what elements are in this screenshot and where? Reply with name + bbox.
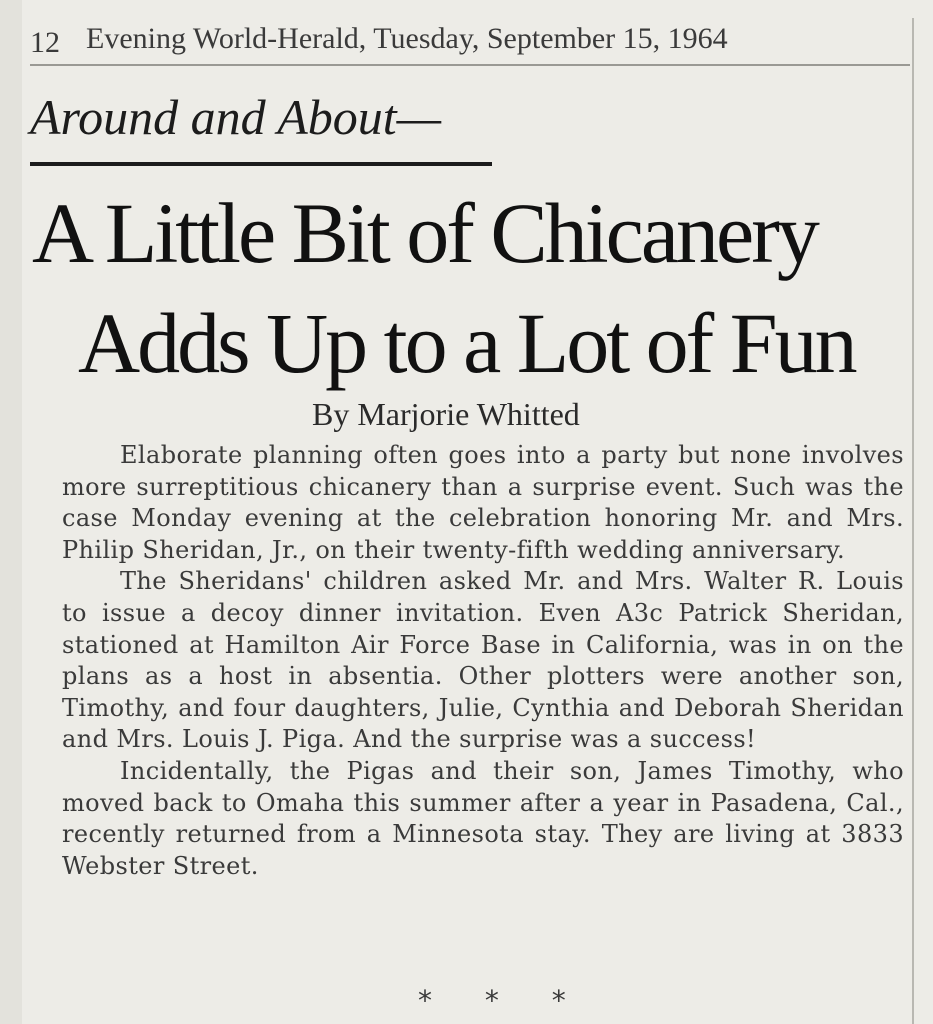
headline-line-2: Adds Up to a Lot of Fun [78,295,855,391]
kicker-underline [30,162,492,166]
headline-line-1: A Little Bit of Chicanery [32,185,817,281]
paragraph: The Sheridans' children asked Mr. and Mrs. Walter R. Louis to issue a decoy dinner invitation. Even A3c Patrick Sheridan, stationed at Hamilton Air Force Base in California, was in on the plans as a host in absentia. Other plotters were another son, Timothy, and four daughters, Julie, Cynthia and Deborah Sheridan and Mrs. Louis J. Piga. And the surprise was a success! [62,567,904,754]
byline: By Marjorie Whitted [312,396,580,432]
article-body [62,440,904,882]
dateline-text: Evening World-Herald, Tuesday, September 15, 1964 [86,22,728,55]
page-number: 12 [30,26,60,59]
paragraph: Elaborate planning often goes into a party but none involves more surreptitious chicanery than a surprise event. Such was the case Monday evening at the celebration honoring Mr. and Mrs. Philip Sheridan, Jr., on their twenty-fifth wedding anniversary. [62,441,904,564]
section-separator: * * * [418,984,588,1017]
paragraph: Incidentally, the Pigas and their son, James Timothy, who moved back to Omaha this summer after a year in Pasadena, Cal., recently returned from a Minnesota stay. They are living at 3833 Webster Street. [62,756,904,880]
column-kicker: Around and About— [30,89,442,145]
column-rule [912,18,914,1024]
dateline [30,18,910,66]
adjacent-column-edge [0,0,22,1024]
